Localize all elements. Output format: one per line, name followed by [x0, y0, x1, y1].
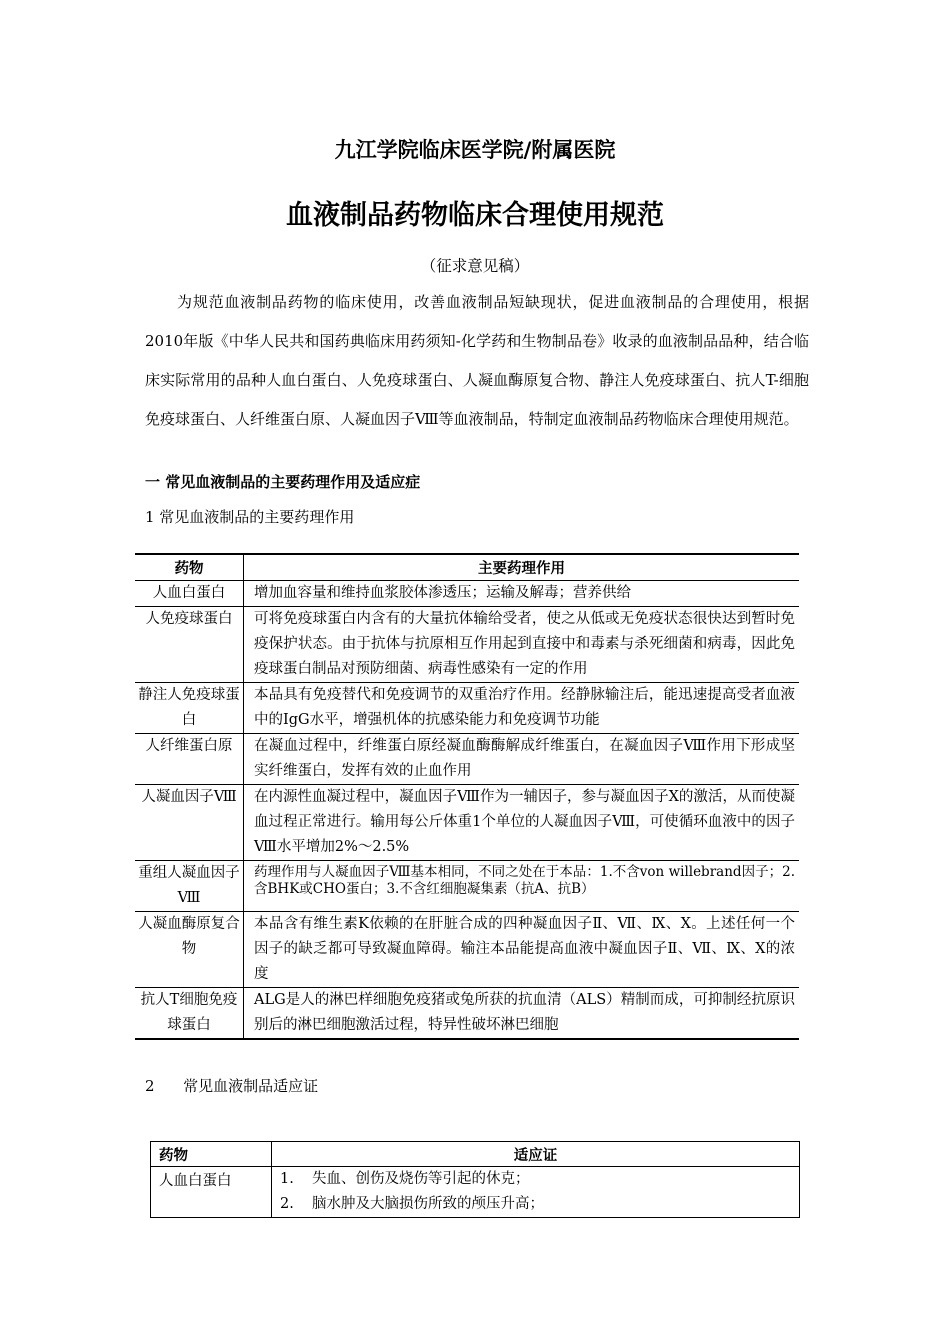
action-cell: 可将免疫球蛋白内含有的大量抗体输给受者，使之从低或无免疫状态很快达到暂时免疫保护状态。由于抗体与抗原相互作用起到直接中和毒素与杀死细菌和病毒，因此免疫球蛋白制品对预防细菌、病毒性感染有一定的作用: [244, 607, 800, 683]
table-header-row: [151, 1142, 800, 1167]
drug-cell: 静注人免疫球蛋白: [135, 683, 244, 734]
intro-paragraph: 为规范血液制品药物的临床使用，改善血液制品短缺现状，促进血液制品的合理使用，根据2010年版《中华人民共和国药典临床用药须知-化学药和生物制品卷》收录的血液制品品种，结合临床实际常用的品种人血白蛋白、人免疫球蛋白、人凝血酶原复合物、静注人免疫球蛋白、抗人T-细胞免疫球蛋白、人纤维蛋白原、人凝血因子Ⅷ等血液制品，特制定血液制品药物临床合理使用规范。: [145, 293, 809, 428]
table-row: [135, 581, 799, 607]
drug-cell: 人凝血因子Ⅷ: [135, 785, 244, 861]
column-header-indication: 适应证: [272, 1142, 800, 1167]
column-header-drug: 药物: [151, 1142, 272, 1167]
subsection-heading-pharmacology: 1 常见血液制品的主要药理作用: [145, 508, 355, 526]
table-row: [135, 683, 799, 734]
action-cell: ALG是人的淋巴样细胞免疫猪或兔所获的抗血清（ALS）精制而成，可抑制经抗原识别后的淋巴细胞激活过程，特异性破坏淋巴细胞: [244, 988, 800, 1040]
table-row: [135, 861, 799, 912]
list-item: [280, 1167, 791, 1192]
document-title: 血液制品药物临床合理使用规范: [286, 200, 664, 231]
table-row: [135, 785, 799, 861]
document-subtitle: （征求意见稿）: [420, 257, 530, 275]
drug-cell: 人血白蛋白: [151, 1167, 272, 1218]
section-heading-1: 一 常见血液制品的主要药理作用及适应症: [145, 473, 421, 491]
indication-table: [150, 1141, 800, 1218]
action-cell: 本品具有免疫替代和免疫调节的双重治疗作用。经静脉输注后，能迅速提高受者血液中的IgG水平，增强机体的抗感染能力和免疫调节功能: [244, 683, 800, 734]
list-item-text: 脑水肿及大脑损伤所致的颅压升高；: [312, 1196, 544, 1212]
table-row: [151, 1167, 800, 1218]
indication-cell: [272, 1167, 800, 1218]
table-row: [135, 734, 799, 785]
list-item-number: 2.: [280, 1196, 294, 1212]
action-cell: 在内源性血凝过程中，凝血因子Ⅷ作为一辅因子，参与凝血因子Ⅹ的激活，从而使凝血过程正常进行。输用每公斤体重1个单位的人凝血因子Ⅷ，可使循环血液中的因子Ⅷ水平增加2%～2.5%: [244, 785, 800, 861]
pharmacology-table: [135, 553, 799, 1040]
drug-cell: 人凝血酶原复合物: [135, 912, 244, 988]
subsection-heading-indications: 2 常见血液制品适应证: [145, 1077, 319, 1095]
table-row: [135, 912, 799, 988]
table-row: [135, 988, 799, 1040]
list-item: [280, 1192, 791, 1217]
action-cell: 在凝血过程中，纤维蛋白原经凝血酶酶解成纤维蛋白，在凝血因子Ⅷ作用下形成坚实纤维蛋白，发挥有效的止血作用: [244, 734, 800, 785]
table-header-row: [135, 554, 799, 581]
action-cell: 增加血容量和维持血浆胶体渗透压；运输及解毒；营养供给: [244, 581, 800, 607]
drug-cell: 抗人T细胞免疫球蛋白: [135, 988, 244, 1040]
drug-cell: 人纤维蛋白原: [135, 734, 244, 785]
list-item-text: 失血、创伤及烧伤等引起的休克；: [312, 1171, 530, 1187]
list-item-number: 1.: [280, 1171, 294, 1187]
action-cell: 本品含有维生素K依赖的在肝脏合成的四种凝血因子Ⅱ、Ⅶ、Ⅸ、Ⅹ。上述任何一个因子的缺乏都可导致凝血障碍。输注本品能提高血液中凝血因子Ⅱ、Ⅶ、Ⅸ、Ⅹ的浓度: [244, 912, 800, 988]
drug-cell: 重组人凝血因子Ⅷ: [135, 861, 244, 912]
table-row: [135, 607, 799, 683]
drug-cell: 人血白蛋白: [135, 581, 244, 607]
drug-cell: 人免疫球蛋白: [135, 607, 244, 683]
action-cell: 药理作用与人凝血因子Ⅷ基本相同，不同之处在于本品：1.不含von willebrand因子；2.含BHK或CHO蛋白；3.不含红细胞凝集素（抗A、抗B）: [244, 861, 800, 912]
org-title: 九江学院临床医学院/附属医院: [334, 138, 616, 162]
column-header-drug: 药物: [135, 554, 244, 581]
column-header-action: 主要药理作用: [244, 554, 800, 581]
